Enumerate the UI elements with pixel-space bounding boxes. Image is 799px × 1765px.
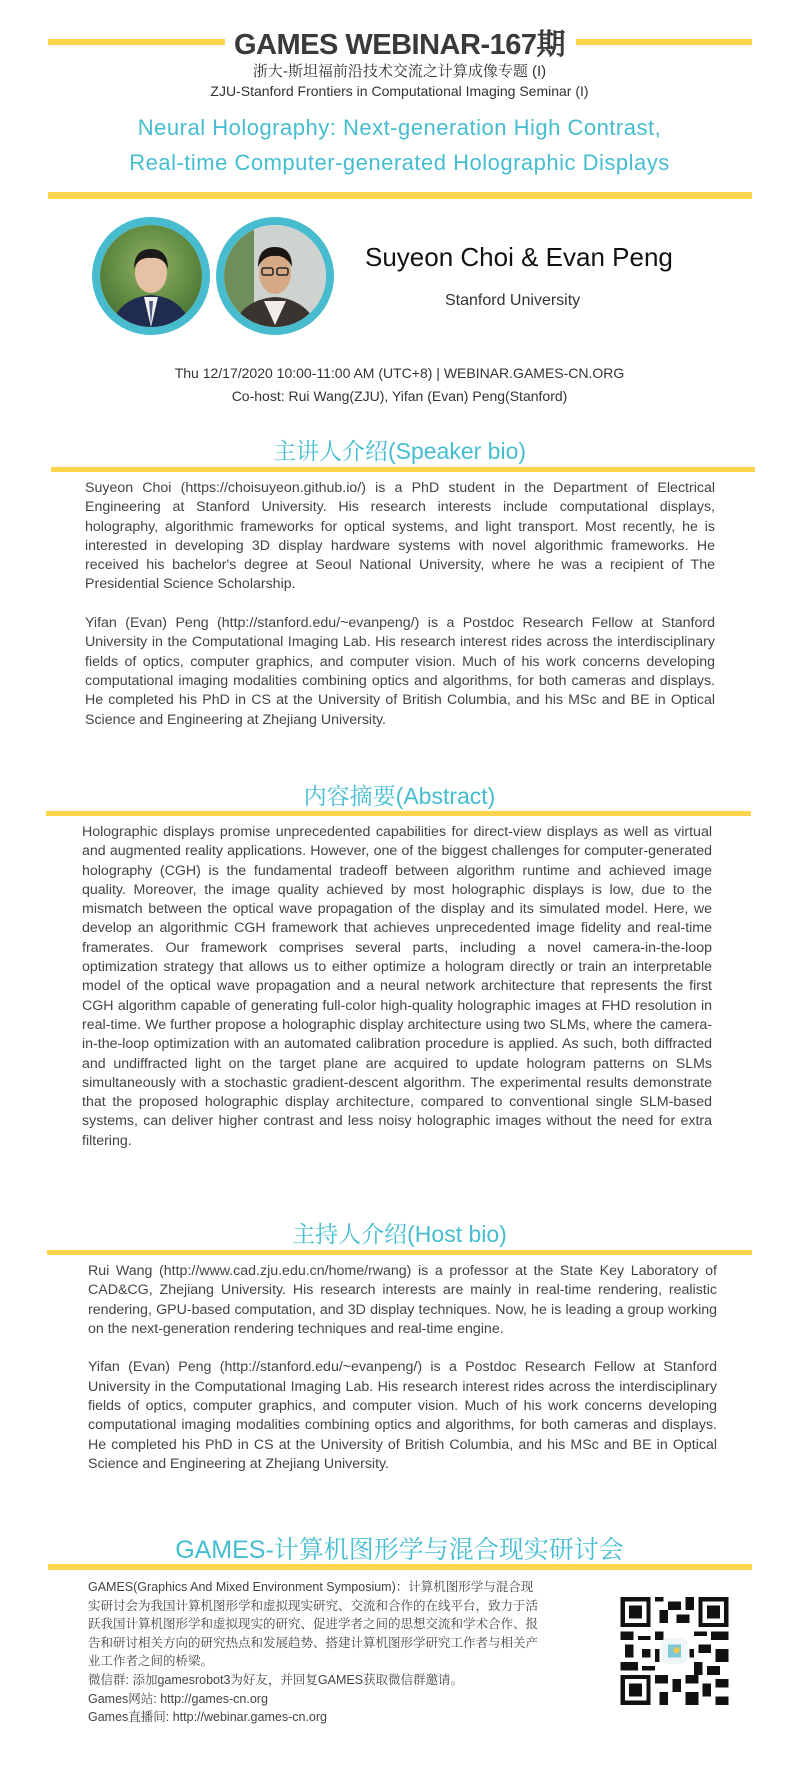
event-cohost: Co-host: Rui Wang(ZJU), Yifan (Evan) Peng(Stanford) [231,388,568,404]
footer-website[interactable]: Games网站: http://games-cn.org [88,1691,268,1706]
speaker-bio-paragraph: Yifan (Evan) Peng (http://stanford.edu/~evanpeng/) is a Postdoc Research Fellow at Stanford University in the Computational Imaging Lab. His research interest rides across the interdisciplinary fields of optics, computer graphics, and computer vision. Much of his work concerns developing computational imaging modalities combining optics and algorithms, for both cameras and displays. He completed his PhD in CS at the University of British Columbia, and his MSc and BE in Optical Science and Engineering at Zhejiang University. [85,615,715,728]
games-heading: GAMES-计算机图形学与混合现实研讨会 [175,1536,624,1564]
host-bio-paragraph: Rui Wang (http://www.cad.zju.edu.cn/home/rwang) is a professor at the State Key Laboratory of CAD&CG, Zhejiang University. His research interests are mainly in real-time rendering, realistic rendering, GPU-based computation, and 3D display techniques. Now, he is leading a group working on the next-generation rendering techniques and real-time engine. [88,1263,717,1337]
footer-live[interactable]: Games直播间: http://webinar.games-cn.org [88,1710,327,1725]
speaker-bio-paragraph: Suyeon Choi (https://choisuyeon.github.io/) is a PhD student in the Department of Electrical Engineering at Stanford University. His research interests include computational displays, holography, algorithmic frameworks for optical systems, and light transport. Most recently, he is interested in developing 3D display hardware systems with novel algorithmic frameworks. He received his bachelor's degree at Seoul National University, where he was a recipient of The Presidential Science Scholarship. [85,480,715,593]
speaker-bio-text [85,479,715,749]
abstract-text: Holographic displays promise unprecedented capabilities for direct-view displays as well as virtual and augmented reality applications. However, one of the biggest challenges for computer-generated holography (CGH) is the fundamental tradeoff between algorithm runtime and achieved image quality. Moreover, the image quality achieved by most holographic displays is low, due to the mismatch between the optical wave propagation of the display and its simulated model. Here, we develop an algorithmic CGH framework that achieves unprecedented image fidelity and real-time framerates. Our framework comprises several parts, including a novel camera-in-the-loop optimization strategy that allows us to either optimize a hologram directly or train an interpretable model of the optical wave propagation and a neural network architecture that represents the first CGH algorithm capable of generating full-color high-quality holographic images at FHD resolution in real-time. We further propose a holographic display architecture using two SLMs, where the camera-in-the-loop optimization with an automated calibration procedure is applied. As such, both diffracted and undiffracted light on the target plane are acquired to update hologram patterns on SLMs simultaneously with a stochastic gradient-descent algorithm. The experimental results demonstrate that the proposed holographic display architecture, compared to conventional single SLM-based systems, can deliver higher contrast and less noisy holographic images without the need for extra filtering. [82,824,712,1149]
webinar-title: GAMES WEBINAR-167期 [234,29,565,61]
host-bio-rule [47,1250,752,1255]
talk-title-line2: Real-time Computer-generated Holographic Displays [129,150,670,175]
talk-title [0,110,799,180]
footer-line: 告和研讨相关方向的研究热点和发展趋势、搭建计算机图形学研究工作者与相关产 [88,1635,539,1650]
games-rule [48,1564,752,1570]
speaker-bio-rule [51,467,755,472]
footer-line: 跃我国计算机图形学和虚拟现实的研究、促进学者之间的思想交流和学术合作、报 [88,1617,539,1632]
speaker-photo-evan-peng [216,217,334,335]
subtitle-en: ZJU-Stanford Frontiers in Computational Imaging Seminar (I) [210,83,589,99]
footer-line: 业工作者之间的桥梁。 [88,1654,214,1669]
footer-line: GAMES(Graphics And Mixed Environment Symposium)：计算机图形学与混合现 [88,1580,534,1594]
host-bio-paragraph: Yifan (Evan) Peng (http://stanford.edu/~evanpeng/) is a Postdoc Research Fellow at Stanford University in the Computational Imaging Lab. His research interest rides across the interdisciplinary fields of optics, computer graphics, and computer vision. Much of his work concerns developing computational imaging modalities combining optics and algorithms, for both cameras and displays. He completed his PhD in CS at the University of British Columbia, and his MSc and BE in Optical Science and Engineering at Zhejiang University. [88,1359,717,1472]
qr-code-icon [620,1597,729,1705]
host-bio-text [88,1262,717,1494]
host-bio-heading: 主持人介绍(Host bio) [292,1221,507,1247]
title-rule [48,192,752,199]
speaker-affiliation: Stanford University [445,292,581,309]
speaker-photo-suyeon-choi [92,217,210,335]
speaker-bio-heading: 主讲人介绍(Speaker bio) [272,438,527,464]
event-datetime: Thu 12/17/2020 10:00-11:00 AM (UTC+8) | WEBINAR.GAMES-CN.ORG [174,365,625,381]
footer-line: 实研讨会为我国计算机图形学和虚拟现实研究、交流和合作的在线平台，致力于活 [88,1598,539,1613]
footer-wechat: 微信群: 添加gamesrobot3为好友，并回复GAMES获取微信群邀请。 [88,1672,464,1687]
talk-title-line1: Neural Holography: Next-generation High Contrast, [137,115,662,140]
speaker-names: Suyeon Choi & Evan Peng [365,242,673,272]
abstract-heading: 内容摘要(Abstract) [303,783,496,809]
abstract-rule [46,811,751,816]
subtitle-cn: 浙大-斯坦福前沿技术交流之计算成像专题 (I) [252,63,547,80]
games-description [88,1578,584,1727]
